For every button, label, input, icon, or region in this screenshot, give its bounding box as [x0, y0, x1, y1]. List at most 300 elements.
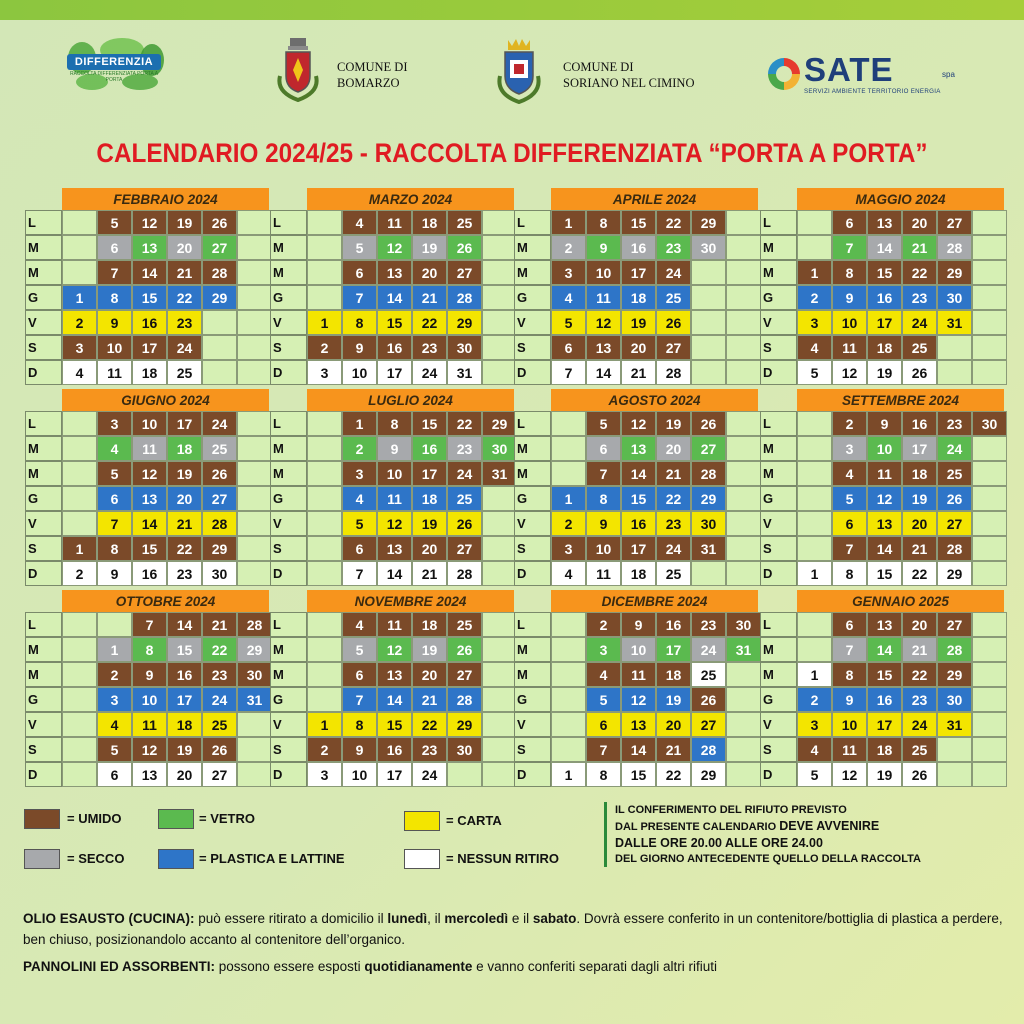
day-cell: 19 — [412, 637, 447, 662]
day-cell: 20 — [412, 662, 447, 687]
day-cell: 24 — [447, 461, 482, 486]
day-cell: 20 — [902, 612, 937, 637]
empty-cell — [62, 235, 97, 260]
notice-line-1: IL CONFERIMENTO DEL RIFIUTO PREVISTO — [615, 804, 847, 816]
day-cell: 22 — [902, 662, 937, 687]
day-cell: 27 — [447, 536, 482, 561]
empty-cell — [797, 210, 832, 235]
day-cell: 13 — [377, 536, 412, 561]
day-cell: 3 — [832, 436, 867, 461]
day-cell: 2 — [797, 687, 832, 712]
day-cell: 24 — [167, 335, 202, 360]
empty-cell — [972, 536, 1007, 561]
day-cell: 20 — [412, 536, 447, 561]
weekday-label: S — [270, 737, 307, 762]
day-cell: 26 — [202, 210, 237, 235]
olio-day-sabato: sabato — [532, 911, 577, 926]
day-cell: 4 — [832, 461, 867, 486]
day-cell: 1 — [307, 712, 342, 737]
empty-cell — [551, 662, 586, 687]
weekday-label: L — [514, 411, 551, 436]
soriano-label-line2: SORIANO NEL CIMINO — [563, 76, 695, 90]
day-cell: 31 — [237, 687, 272, 712]
pannolini-title: PANNOLINI ED ASSORBENTI: — [23, 959, 216, 974]
weekday-label: M — [25, 637, 62, 662]
day-cell: 21 — [167, 511, 202, 536]
day-cell: 6 — [832, 612, 867, 637]
legend-plastica-label: = PLASTICA E LATTINE — [199, 851, 345, 866]
day-cell: 11 — [132, 712, 167, 737]
day-cell: 13 — [132, 235, 167, 260]
empty-cell — [237, 737, 272, 762]
day-cell: 10 — [832, 310, 867, 335]
day-cell: 19 — [412, 511, 447, 536]
day-cell: 29 — [937, 561, 972, 586]
empty-cell — [307, 511, 342, 536]
empty-cell — [202, 360, 237, 385]
day-cell: 4 — [551, 561, 586, 586]
empty-cell — [62, 436, 97, 461]
day-cell: 30 — [691, 235, 726, 260]
empty-cell — [726, 662, 761, 687]
weekday-label: G — [25, 687, 62, 712]
day-cell: 15 — [867, 561, 902, 586]
day-cell: 15 — [867, 260, 902, 285]
day-cell: 23 — [656, 235, 691, 260]
day-cell: 20 — [621, 335, 656, 360]
empty-cell — [726, 536, 761, 561]
empty-cell — [691, 561, 726, 586]
day-cell: 15 — [621, 762, 656, 787]
day-cell: 21 — [621, 360, 656, 385]
weekday-label: V — [760, 310, 797, 335]
day-cell: 23 — [937, 411, 972, 436]
day-cell: 29 — [937, 260, 972, 285]
day-cell: 11 — [832, 335, 867, 360]
olio-text-3: e il — [508, 911, 533, 926]
empty-cell — [972, 737, 1007, 762]
empty-cell — [482, 536, 517, 561]
day-cell: 18 — [656, 662, 691, 687]
empty-cell — [726, 486, 761, 511]
day-cell: 7 — [342, 561, 377, 586]
day-cell: 28 — [237, 612, 272, 637]
weekday-label: L — [270, 612, 307, 637]
day-cell: 26 — [447, 235, 482, 260]
month-title: DICEMBRE 2024 — [551, 590, 758, 612]
weekday-label: G — [514, 285, 551, 310]
day-cell: 22 — [656, 762, 691, 787]
weekday-label: M — [760, 436, 797, 461]
day-cell: 15 — [132, 285, 167, 310]
sate-logo — [764, 51, 964, 98]
day-cell: 18 — [412, 612, 447, 637]
day-cell: 21 — [656, 737, 691, 762]
day-cell: 2 — [307, 335, 342, 360]
empty-cell — [482, 662, 517, 687]
empty-cell — [237, 436, 272, 461]
day-cell: 15 — [132, 536, 167, 561]
day-cell: 8 — [586, 486, 621, 511]
weekday-label: S — [514, 335, 551, 360]
weekday-label: G — [760, 285, 797, 310]
day-cell: 6 — [832, 210, 867, 235]
day-cell: 10 — [586, 536, 621, 561]
day-cell: 25 — [656, 561, 691, 586]
weekday-label: V — [25, 310, 62, 335]
empty-cell — [691, 360, 726, 385]
day-cell: 10 — [132, 687, 167, 712]
empty-cell — [237, 310, 272, 335]
day-cell: 26 — [902, 762, 937, 787]
empty-cell — [797, 511, 832, 536]
day-cell: 13 — [132, 762, 167, 787]
weekday-label: M — [270, 637, 307, 662]
weekday-label: D — [270, 360, 307, 385]
day-cell: 28 — [447, 561, 482, 586]
empty-cell — [726, 737, 761, 762]
day-cell: 11 — [586, 561, 621, 586]
weekday-label: V — [270, 511, 307, 536]
weekday-label: D — [760, 561, 797, 586]
day-cell: 21 — [167, 260, 202, 285]
day-cell: 30 — [202, 561, 237, 586]
day-cell: 12 — [832, 360, 867, 385]
pannolini-text-2: e vanno conferiti separati dagli altri rifiuti — [472, 959, 717, 974]
empty-cell — [972, 210, 1007, 235]
weekday-label: M — [514, 436, 551, 461]
day-cell: 5 — [342, 511, 377, 536]
day-cell: 26 — [902, 360, 937, 385]
day-cell: 16 — [412, 436, 447, 461]
day-cell: 28 — [937, 536, 972, 561]
empty-cell — [726, 335, 761, 360]
weekday-label: V — [25, 511, 62, 536]
day-cell: 9 — [342, 335, 377, 360]
empty-cell — [307, 486, 342, 511]
day-cell: 8 — [586, 210, 621, 235]
day-cell: 16 — [621, 235, 656, 260]
empty-cell — [62, 210, 97, 235]
day-cell: 28 — [691, 461, 726, 486]
weekday-label: D — [25, 561, 62, 586]
day-cell: 14 — [586, 360, 621, 385]
day-cell: 16 — [377, 335, 412, 360]
day-cell: 22 — [656, 210, 691, 235]
day-cell: 3 — [586, 637, 621, 662]
month-title: AGOSTO 2024 — [551, 389, 758, 411]
empty-cell — [972, 561, 1007, 586]
weekday-label: M — [270, 461, 307, 486]
empty-cell — [797, 436, 832, 461]
weekday-label: M — [760, 461, 797, 486]
day-cell: 24 — [202, 411, 237, 436]
empty-cell — [482, 285, 517, 310]
day-cell: 16 — [867, 687, 902, 712]
day-cell: 19 — [656, 687, 691, 712]
empty-cell — [972, 687, 1007, 712]
legend-carta-label: = CARTA — [446, 813, 502, 828]
weekday-label: D — [25, 360, 62, 385]
day-cell: 13 — [377, 662, 412, 687]
day-cell: 9 — [832, 285, 867, 310]
day-cell: 19 — [167, 210, 202, 235]
weekday-label: L — [270, 411, 307, 436]
day-cell: 6 — [97, 762, 132, 787]
day-cell: 29 — [691, 210, 726, 235]
day-cell: 27 — [447, 662, 482, 687]
empty-cell — [307, 260, 342, 285]
empty-cell — [551, 612, 586, 637]
pannolini-emphasis: quotidianamente — [364, 959, 473, 974]
day-cell: 5 — [832, 486, 867, 511]
day-cell: 13 — [867, 511, 902, 536]
day-cell: 17 — [412, 461, 447, 486]
day-cell: 1 — [797, 561, 832, 586]
day-cell: 27 — [656, 335, 691, 360]
empty-cell — [797, 411, 832, 436]
day-cell: 11 — [132, 436, 167, 461]
day-cell: 24 — [902, 310, 937, 335]
day-cell: 22 — [902, 260, 937, 285]
day-cell: 21 — [412, 687, 447, 712]
weekday-label: M — [270, 235, 307, 260]
day-cell: 11 — [377, 612, 412, 637]
day-cell: 2 — [62, 310, 97, 335]
weekday-label: M — [25, 260, 62, 285]
empty-cell — [202, 310, 237, 335]
day-cell: 29 — [482, 411, 517, 436]
day-cell: 12 — [132, 461, 167, 486]
day-cell: 30 — [447, 737, 482, 762]
day-cell: 5 — [551, 310, 586, 335]
day-cell: 16 — [377, 737, 412, 762]
weekday-label: M — [760, 235, 797, 260]
day-cell: 8 — [377, 411, 412, 436]
weekday-label: M — [760, 260, 797, 285]
day-cell: 14 — [132, 511, 167, 536]
empty-cell — [237, 360, 272, 385]
empty-cell — [307, 561, 342, 586]
pannolini-text-1: possono essere esposti — [215, 959, 365, 974]
empty-cell — [62, 662, 97, 687]
weekday-label: M — [270, 436, 307, 461]
day-cell: 7 — [832, 536, 867, 561]
day-cell: 11 — [621, 662, 656, 687]
page-title: CALENDARIO 2024/25 - RACCOLTA DIFFERENZIATA “PORTA A PORTA” — [96, 138, 928, 168]
day-cell: 22 — [412, 712, 447, 737]
day-cell: 24 — [937, 436, 972, 461]
day-cell: 15 — [377, 310, 412, 335]
day-cell: 31 — [937, 712, 972, 737]
bomarzo-label-line2: BOMARZO — [337, 76, 400, 90]
day-cell: 9 — [132, 662, 167, 687]
legend-secco-swatch — [24, 849, 60, 869]
empty-cell — [482, 310, 517, 335]
day-cell: 6 — [342, 662, 377, 687]
empty-cell — [726, 687, 761, 712]
day-cell: 9 — [621, 612, 656, 637]
day-cell: 7 — [97, 511, 132, 536]
day-cell: 8 — [832, 260, 867, 285]
day-cell: 11 — [377, 210, 412, 235]
day-cell: 29 — [202, 536, 237, 561]
weekday-label: D — [760, 360, 797, 385]
weekday-label: S — [25, 536, 62, 561]
empty-cell — [797, 235, 832, 260]
day-cell: 16 — [621, 511, 656, 536]
empty-cell — [62, 687, 97, 712]
day-cell: 20 — [902, 511, 937, 536]
day-cell: 16 — [867, 285, 902, 310]
weekday-label: V — [514, 310, 551, 335]
empty-cell — [726, 260, 761, 285]
weekday-label: S — [270, 536, 307, 561]
day-cell: 9 — [97, 310, 132, 335]
day-cell: 4 — [342, 210, 377, 235]
day-cell: 6 — [586, 436, 621, 461]
day-cell: 29 — [202, 285, 237, 310]
weekday-label: D — [270, 762, 307, 787]
empty-cell — [237, 210, 272, 235]
weekday-label: D — [270, 561, 307, 586]
day-cell: 1 — [797, 662, 832, 687]
day-cell: 29 — [447, 712, 482, 737]
empty-cell — [307, 285, 342, 310]
day-cell: 27 — [202, 235, 237, 260]
legend-secco-label: = SECCO — [67, 851, 125, 866]
day-cell: 18 — [867, 737, 902, 762]
olio-text-2: , il — [427, 911, 445, 926]
day-cell: 1 — [62, 285, 97, 310]
empty-cell — [551, 637, 586, 662]
empty-cell — [307, 637, 342, 662]
day-cell: 8 — [97, 285, 132, 310]
day-cell: 6 — [342, 260, 377, 285]
olio-text-1: può essere ritirato a domicilio il — [194, 911, 388, 926]
day-cell: 29 — [691, 762, 726, 787]
day-cell: 25 — [447, 486, 482, 511]
day-cell: 5 — [797, 762, 832, 787]
empty-cell — [237, 561, 272, 586]
empty-cell — [307, 235, 342, 260]
weekday-label: M — [25, 662, 62, 687]
top-bar — [0, 0, 1024, 20]
day-cell: 29 — [447, 310, 482, 335]
day-cell: 19 — [902, 486, 937, 511]
empty-cell — [237, 536, 272, 561]
day-cell: 18 — [412, 210, 447, 235]
day-cell: 25 — [447, 210, 482, 235]
empty-cell — [482, 260, 517, 285]
day-cell: 13 — [621, 712, 656, 737]
day-cell: 8 — [97, 536, 132, 561]
weekday-label: L — [25, 612, 62, 637]
day-cell: 23 — [412, 335, 447, 360]
day-cell: 4 — [797, 737, 832, 762]
day-cell: 7 — [832, 637, 867, 662]
empty-cell — [691, 335, 726, 360]
empty-cell — [797, 612, 832, 637]
day-cell: 4 — [97, 436, 132, 461]
day-cell: 27 — [937, 210, 972, 235]
day-cell: 9 — [832, 687, 867, 712]
weekday-label: G — [514, 687, 551, 712]
day-cell: 26 — [202, 737, 237, 762]
day-cell: 17 — [621, 536, 656, 561]
empty-cell — [726, 411, 761, 436]
day-cell: 10 — [586, 260, 621, 285]
day-cell: 7 — [97, 260, 132, 285]
empty-cell — [972, 461, 1007, 486]
pannolini-note — [23, 956, 1003, 977]
day-cell: 3 — [797, 310, 832, 335]
day-cell: 4 — [97, 712, 132, 737]
day-cell: 24 — [412, 762, 447, 787]
day-cell: 18 — [132, 360, 167, 385]
legend-vetro-label: = VETRO — [199, 811, 255, 826]
empty-cell — [726, 210, 761, 235]
day-cell: 31 — [691, 536, 726, 561]
day-cell: 26 — [202, 461, 237, 486]
day-cell: 24 — [202, 687, 237, 712]
weekday-label: D — [514, 360, 551, 385]
notice-line-3: DALLE ORE 20.00 ALLE ORE 24.00 — [615, 836, 823, 850]
day-cell: 25 — [656, 285, 691, 310]
empty-cell — [726, 436, 761, 461]
notice-line-4: DEL GIORNO ANTECEDENTE QUELLO DELLA RACCOLTA — [615, 853, 921, 865]
day-cell: 26 — [691, 411, 726, 436]
day-cell: 28 — [447, 285, 482, 310]
day-cell: 2 — [97, 662, 132, 687]
day-cell: 23 — [902, 687, 937, 712]
weekday-label: M — [25, 436, 62, 461]
month-title: OTTOBRE 2024 — [62, 590, 269, 612]
day-cell: 12 — [867, 486, 902, 511]
weekday-label: G — [25, 285, 62, 310]
weekday-label: M — [25, 461, 62, 486]
day-cell: 6 — [342, 536, 377, 561]
empty-cell — [307, 411, 342, 436]
empty-cell — [972, 310, 1007, 335]
day-cell: 19 — [867, 762, 902, 787]
day-cell: 12 — [621, 411, 656, 436]
month-block — [270, 590, 512, 787]
day-cell: 18 — [167, 712, 202, 737]
empty-cell — [937, 762, 972, 787]
empty-cell — [237, 486, 272, 511]
day-cell: 31 — [482, 461, 517, 486]
empty-cell — [62, 637, 97, 662]
empty-cell — [307, 461, 342, 486]
legend-umido-label: = UMIDO — [67, 811, 122, 826]
day-cell: 1 — [307, 310, 342, 335]
day-cell: 30 — [691, 511, 726, 536]
day-cell: 19 — [167, 461, 202, 486]
day-cell: 9 — [586, 511, 621, 536]
day-cell: 25 — [167, 360, 202, 385]
day-cell: 8 — [342, 712, 377, 737]
day-cell: 28 — [447, 687, 482, 712]
weekday-label: D — [514, 762, 551, 787]
day-cell: 22 — [902, 561, 937, 586]
weekday-label: V — [760, 511, 797, 536]
day-cell: 17 — [621, 260, 656, 285]
weekday-label: L — [760, 411, 797, 436]
empty-cell — [62, 486, 97, 511]
day-cell: 31 — [447, 360, 482, 385]
empty-cell — [972, 612, 1007, 637]
